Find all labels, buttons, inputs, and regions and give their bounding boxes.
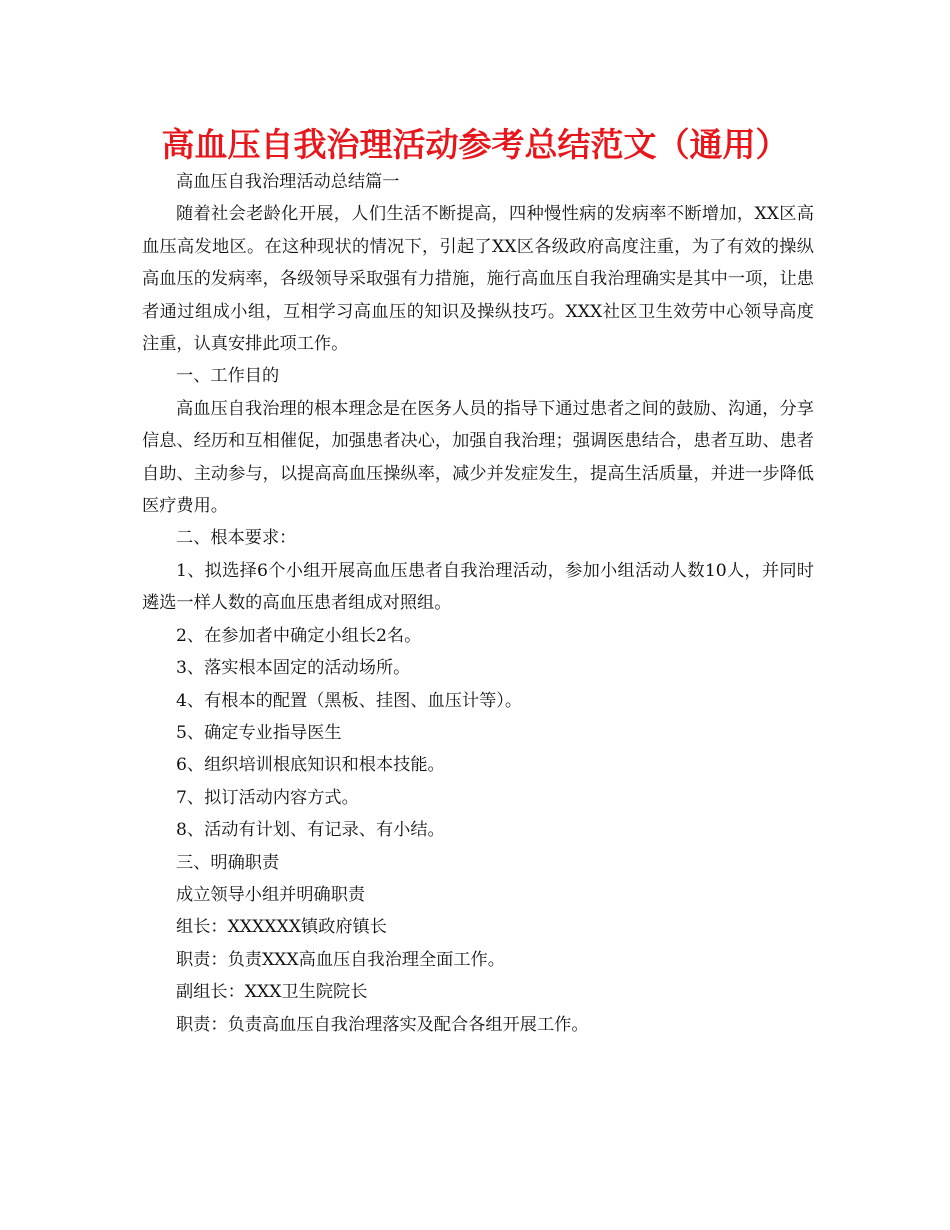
document-body: [142, 166, 814, 1041]
heading-work-goal: 一、工作目的: [176, 366, 280, 387]
responsibility-line: 成立领导小组并明确职责: [176, 884, 366, 905]
responsibility-line: 组长：XXXXXX镇政府镇长: [176, 917, 387, 938]
responsibility-line: 职责：负责XXX高血压自我治理全面工作。: [176, 949, 505, 970]
heading-basic-requirements: 二、根本要求：: [176, 528, 297, 549]
requirement-item-2: 2、在参加者中确定小组长2名。: [176, 625, 422, 646]
responsibility-line: 副组长：XXX卫生院院长: [176, 982, 368, 1003]
requirement-item-5: 5、确定专业指导医生: [176, 722, 342, 743]
requirement-item-1: 1、拟选择6个小组开展高血压患者自我治理活动，参加小组活动人数10人，并同时遴选一样人数的高血压患者组成对照组。: [142, 560, 814, 614]
heading-responsibilities: 三、明确职责: [176, 852, 280, 873]
requirement-item-4: 4、有根本的配置（黑板、挂图、血压计等）。: [176, 690, 523, 711]
document-title: 高血压自我治理活动参考总结范文（通用）: [161, 125, 789, 164]
requirement-item-3: 3、落实根本固定的活动场所。: [176, 658, 411, 679]
requirement-item-6: 6、组织培训根底知识和根本技能。: [176, 755, 445, 776]
requirement-item-8: 8、活动有计划、有记录、有小结。: [176, 820, 445, 841]
requirement-item-7: 7、拟订活动内容方式。: [176, 787, 359, 808]
section-subtitle: 高血压自我治理活动总结篇一: [176, 172, 400, 192]
intro-paragraph: 随着社会老龄化开展，人们生活不断提高，四种慢性病的发病率不断增加，XX区高血压高发地区。在这种现状的情况下，引起了XX区各级政府高度注重，为了有效的操纵高血压的发病率，各级领导采取强有力措施，施行高血压自我治理确实是其中一项，让患者通过组成小组，互相学习高血压的知识及操纵技巧。XXX社区卫生效劳中心领导高度注重，认真安排此项工作。: [142, 204, 814, 355]
goal-paragraph: 高血压自我治理的根本理念是在医务人员的指导下通过患者之间的鼓励、沟通，分享信息、经历和互相催促，加强患者决心，加强自我治理；强调医患结合，患者互助、患者自助、主动参与，以提高高血压操纵率，减少并发症发生，提高生活质量，并进一步降低医疗费用。: [142, 398, 814, 517]
responsibility-line: 职责：负责高血压自我治理落实及配合各组开展工作。: [176, 1014, 589, 1035]
